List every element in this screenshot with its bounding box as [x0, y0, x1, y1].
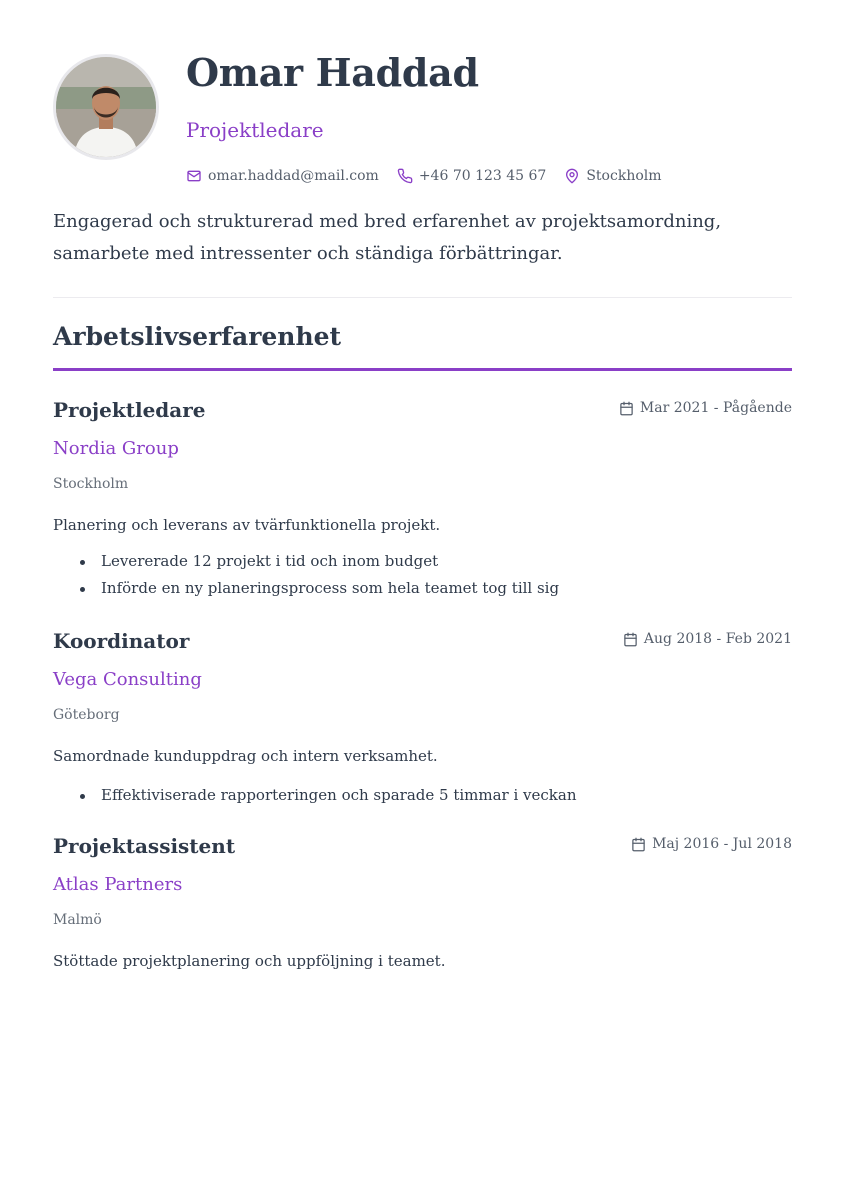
- job-location: Stockholm: [53, 476, 129, 492]
- job-location: Göteborg: [53, 707, 120, 723]
- avatar-photo: [56, 57, 156, 157]
- phone-icon: [397, 168, 413, 184]
- job-company: Vega Consulting: [53, 669, 202, 690]
- location-text: Stockholm: [586, 168, 662, 184]
- calendar-icon: [619, 401, 634, 416]
- job-dates-text: Mar 2021 - Pågående: [639, 400, 792, 416]
- job-description: Planering och leverans av tvärfunktionella projekt.: [53, 516, 441, 534]
- job-dates: [619, 400, 792, 416]
- job-description: Stöttade projektplanering och uppföljning i teamet.: [53, 952, 446, 970]
- candidate-name: Omar Haddad: [186, 50, 479, 95]
- profile-summary: Engagerad och strukturerad med bred erfarenhet av projektsamordning, samarbete med intressenter och ständiga förbättringar.: [53, 211, 722, 264]
- job-achievements: [53, 782, 577, 809]
- phone-text: +46 70 123 45 67: [418, 168, 547, 184]
- section-underline: [53, 368, 792, 371]
- section-title-experience: Arbetslivserfarenhet: [53, 322, 342, 351]
- job-dates-text: Maj 2016 - Jul 2018: [652, 836, 792, 852]
- contact-list: [186, 166, 662, 186]
- job-achievements: [53, 548, 559, 602]
- calendar-icon: [631, 837, 646, 852]
- job-role: Projektledare: [53, 398, 206, 422]
- job-company: Atlas Partners: [53, 874, 183, 895]
- candidate-title: Projektledare: [186, 118, 324, 142]
- contact-email[interactable]: [186, 168, 379, 184]
- header-divider: [53, 297, 792, 298]
- job-location: Malmö: [53, 912, 102, 928]
- job-dates: [623, 631, 792, 647]
- job-role: Koordinator: [53, 629, 190, 653]
- contact-location: [564, 168, 661, 184]
- job-description: Samordnade kunduppdrag och intern verksamhet.: [53, 747, 438, 765]
- achievement-item: Införde en ny planeringsprocess som hela teamet tog till sig: [53, 575, 559, 602]
- achievement-item: Levererade 12 projekt i tid och inom budget: [53, 548, 559, 575]
- job-role: Projektassistent: [53, 834, 236, 858]
- map-pin-icon: [564, 168, 580, 184]
- email-text: omar.haddad@mail.com: [208, 168, 379, 184]
- mail-icon: [186, 168, 202, 184]
- calendar-icon: [623, 632, 638, 647]
- job-dates: [631, 836, 792, 852]
- job-company: Nordia Group: [53, 438, 179, 459]
- job-dates-text: Aug 2018 - Feb 2021: [643, 631, 792, 647]
- contact-phone[interactable]: [397, 168, 547, 184]
- achievement-item: Effektiviserade rapporteringen och sparade 5 timmar i veckan: [53, 782, 577, 809]
- avatar: [53, 54, 159, 160]
